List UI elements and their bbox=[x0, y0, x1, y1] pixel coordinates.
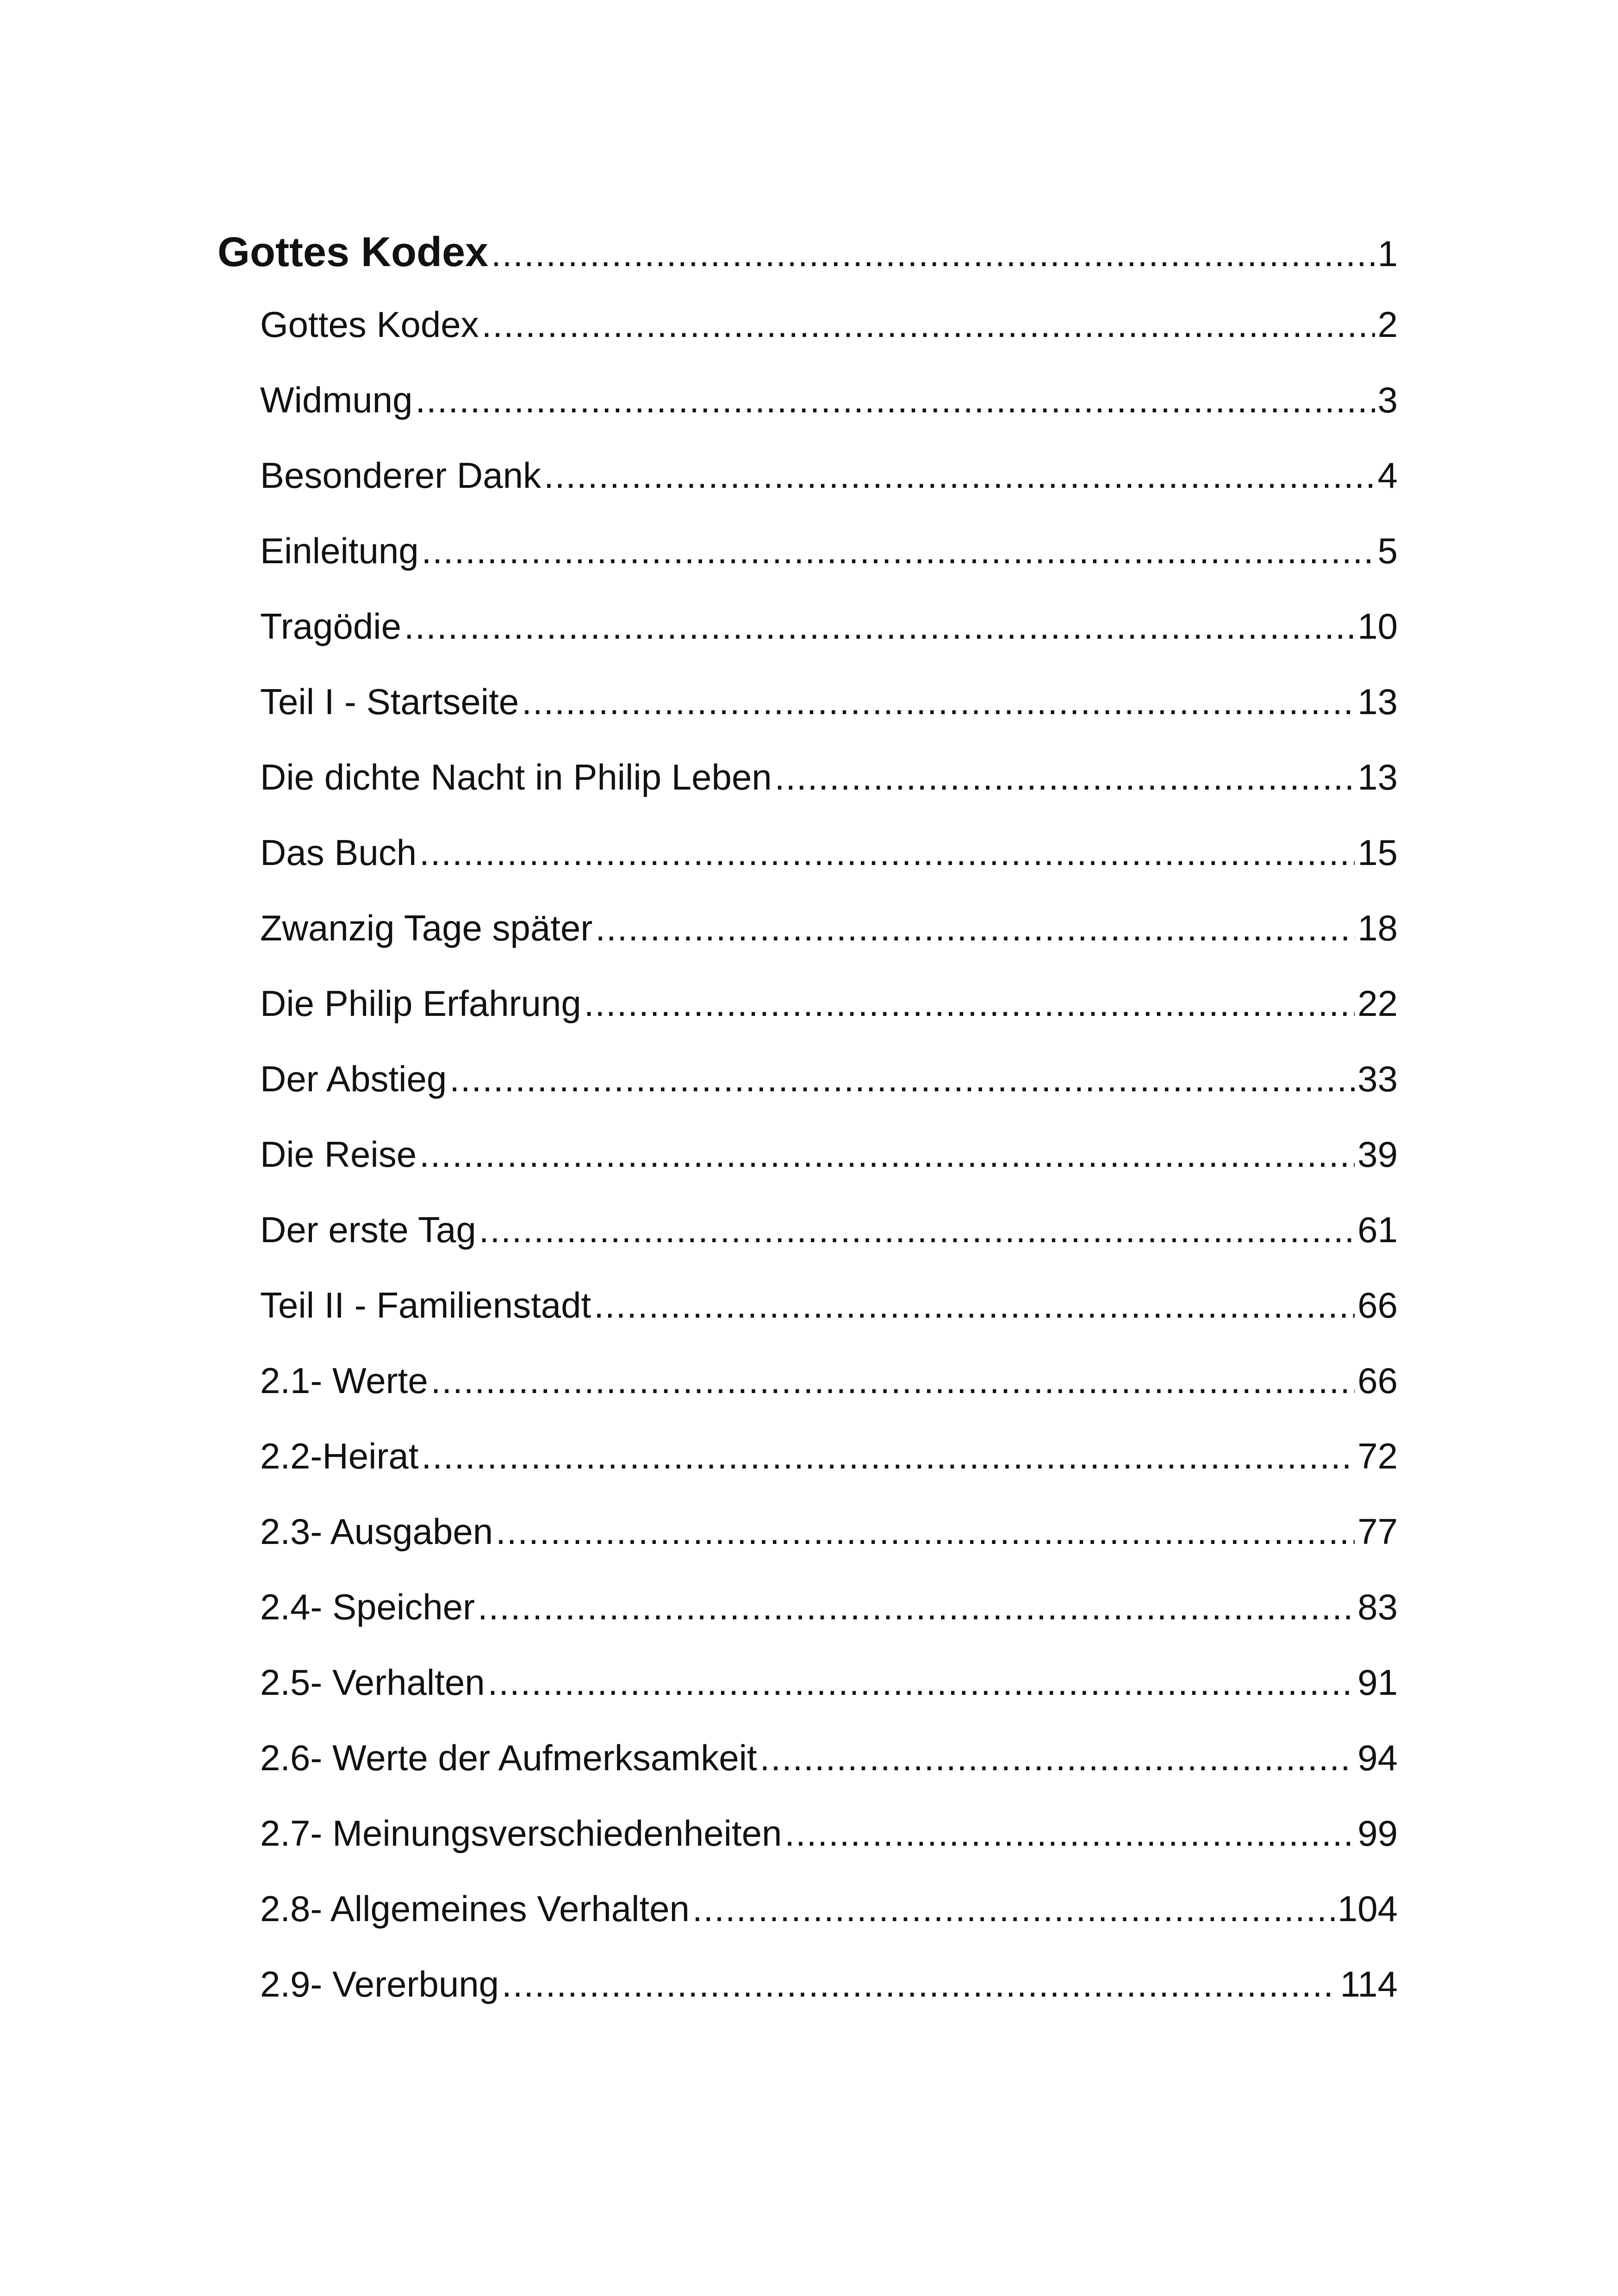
toc-dot-leader bbox=[760, 1720, 1355, 1796]
toc-entry-label: Teil I - Startseite bbox=[260, 681, 519, 722]
toc-entry[interactable] bbox=[260, 589, 1398, 664]
toc-entry[interactable] bbox=[260, 438, 1398, 513]
toc-page-number: 72 bbox=[1357, 1436, 1398, 1476]
toc-page-number: 10 bbox=[1357, 606, 1398, 647]
toc-entry[interactable] bbox=[260, 1720, 1398, 1796]
toc-entry[interactable] bbox=[260, 1569, 1398, 1645]
toc-page-number: 94 bbox=[1357, 1737, 1398, 1778]
toc-entry-label: Die dichte Nacht in Philip Leben bbox=[260, 757, 772, 797]
toc-entry-label: Teil II - Familienstadt bbox=[260, 1285, 591, 1325]
toc-page-number: 66 bbox=[1357, 1285, 1398, 1325]
toc-page-number: 22 bbox=[1357, 983, 1398, 1024]
toc-page-number: 2 bbox=[1377, 304, 1398, 345]
toc-dot-leader bbox=[478, 1569, 1355, 1645]
toc-entry-label: Die Reise bbox=[260, 1134, 417, 1175]
toc-entry[interactable] bbox=[260, 1494, 1398, 1569]
toc-page-number: 39 bbox=[1357, 1134, 1398, 1175]
toc-page-number: 61 bbox=[1357, 1209, 1398, 1250]
toc-dot-leader bbox=[431, 1343, 1355, 1419]
toc-entry[interactable] bbox=[260, 513, 1398, 589]
toc-entry[interactable] bbox=[260, 1947, 1398, 2022]
toc-dot-leader bbox=[415, 362, 1375, 438]
toc-entry[interactable] bbox=[260, 1645, 1398, 1720]
toc-entry-label: Widmung bbox=[260, 380, 413, 420]
toc-dot-leader bbox=[775, 740, 1355, 815]
toc-entry-label: Einleitung bbox=[260, 530, 419, 571]
toc-page-number: 104 bbox=[1337, 1888, 1398, 1929]
toc-dot-leader bbox=[422, 513, 1375, 589]
toc-dot-leader bbox=[522, 664, 1355, 740]
toc-dot-leader bbox=[449, 1041, 1355, 1117]
toc-entry-label: Tragödie bbox=[260, 606, 401, 647]
toc-page-number: 33 bbox=[1357, 1058, 1398, 1099]
toc-dot-leader bbox=[496, 1494, 1355, 1569]
toc-dot-leader bbox=[419, 1117, 1355, 1192]
toc-page-number: 13 bbox=[1357, 757, 1398, 797]
toc-page-number: 3 bbox=[1377, 380, 1398, 420]
toc-dot-leader bbox=[491, 219, 1375, 287]
toc-entry[interactable] bbox=[260, 1343, 1398, 1419]
toc-dot-leader bbox=[419, 815, 1355, 890]
toc-page-number: 4 bbox=[1377, 455, 1398, 496]
toc-entry[interactable] bbox=[260, 815, 1398, 890]
toc-entry-label: Die Philip Erfahrung bbox=[260, 983, 581, 1024]
toc-entry-label: Gottes Kodex bbox=[260, 304, 479, 345]
toc-entries-list bbox=[218, 287, 1398, 2022]
toc-page-number: 99 bbox=[1357, 1813, 1398, 1854]
toc-entry-label: Der erste Tag bbox=[260, 1209, 476, 1250]
toc-entry[interactable] bbox=[260, 1117, 1398, 1192]
toc-entry-label: 2.7- Meinungsverschiedenheiten bbox=[260, 1813, 782, 1854]
toc-page-number: 77 bbox=[1357, 1511, 1398, 1552]
toc-page-number: 91 bbox=[1357, 1662, 1398, 1703]
toc-dot-leader bbox=[595, 890, 1355, 966]
toc-dot-leader bbox=[584, 966, 1355, 1041]
toc-page-number: 18 bbox=[1357, 908, 1398, 948]
toc-entry[interactable] bbox=[260, 664, 1398, 740]
toc-page-number: 1 bbox=[1377, 233, 1398, 274]
table-of-contents bbox=[218, 218, 1398, 2022]
toc-dot-leader bbox=[488, 1645, 1355, 1720]
toc-dot-leader bbox=[479, 1192, 1355, 1268]
toc-entry-label: 2.3- Ausgaben bbox=[260, 1511, 493, 1552]
toc-page-number: 66 bbox=[1357, 1360, 1398, 1401]
toc-entry-label: Besonderer Dank bbox=[260, 455, 541, 496]
toc-dot-leader bbox=[404, 589, 1355, 664]
toc-entry-label: 2.6- Werte der Aufmerksamkeit bbox=[260, 1737, 757, 1778]
toc-page-number: 114 bbox=[1340, 1964, 1398, 2004]
toc-dot-leader bbox=[482, 287, 1375, 362]
toc-entry-label: 2.2-Heirat bbox=[260, 1436, 419, 1476]
toc-entry[interactable] bbox=[260, 1796, 1398, 1871]
toc-title-label: Gottes Kodex bbox=[218, 229, 489, 275]
toc-entry-label: 2.9- Vererbung bbox=[260, 1964, 499, 2004]
toc-entry-label: Das Buch bbox=[260, 832, 417, 873]
toc-entry[interactable] bbox=[260, 1192, 1398, 1268]
toc-entry[interactable] bbox=[260, 740, 1398, 815]
toc-page-number: 15 bbox=[1357, 832, 1398, 873]
toc-entry-label: 2.8- Allgemeines Verhalten bbox=[260, 1888, 690, 1929]
toc-entry-label: Zwanzig Tage später bbox=[260, 908, 593, 948]
toc-dot-leader bbox=[421, 1419, 1355, 1494]
toc-title-entry[interactable] bbox=[218, 218, 1398, 287]
toc-page-number: 5 bbox=[1377, 530, 1398, 571]
toc-dot-leader bbox=[502, 1947, 1338, 2022]
toc-entry-label: 2.1- Werte bbox=[260, 1360, 428, 1401]
toc-entry[interactable] bbox=[260, 890, 1398, 966]
toc-entry[interactable] bbox=[260, 287, 1398, 362]
toc-dot-leader bbox=[692, 1871, 1335, 1947]
toc-entry[interactable] bbox=[260, 1871, 1398, 1947]
toc-entry[interactable] bbox=[260, 1268, 1398, 1343]
toc-page-number: 13 bbox=[1357, 681, 1398, 722]
toc-dot-leader bbox=[784, 1796, 1355, 1871]
toc-dot-leader bbox=[544, 438, 1375, 513]
toc-entry[interactable] bbox=[260, 966, 1398, 1041]
toc-entry-label: 2.5- Verhalten bbox=[260, 1662, 485, 1703]
toc-entry-label: Der Abstieg bbox=[260, 1058, 447, 1099]
toc-entry-label: 2.4- Speicher bbox=[260, 1587, 475, 1627]
toc-entry[interactable] bbox=[260, 1419, 1398, 1494]
toc-dot-leader bbox=[594, 1268, 1355, 1343]
toc-entry[interactable] bbox=[260, 1041, 1398, 1117]
toc-entry[interactable] bbox=[260, 362, 1398, 438]
toc-page-number: 83 bbox=[1357, 1587, 1398, 1627]
